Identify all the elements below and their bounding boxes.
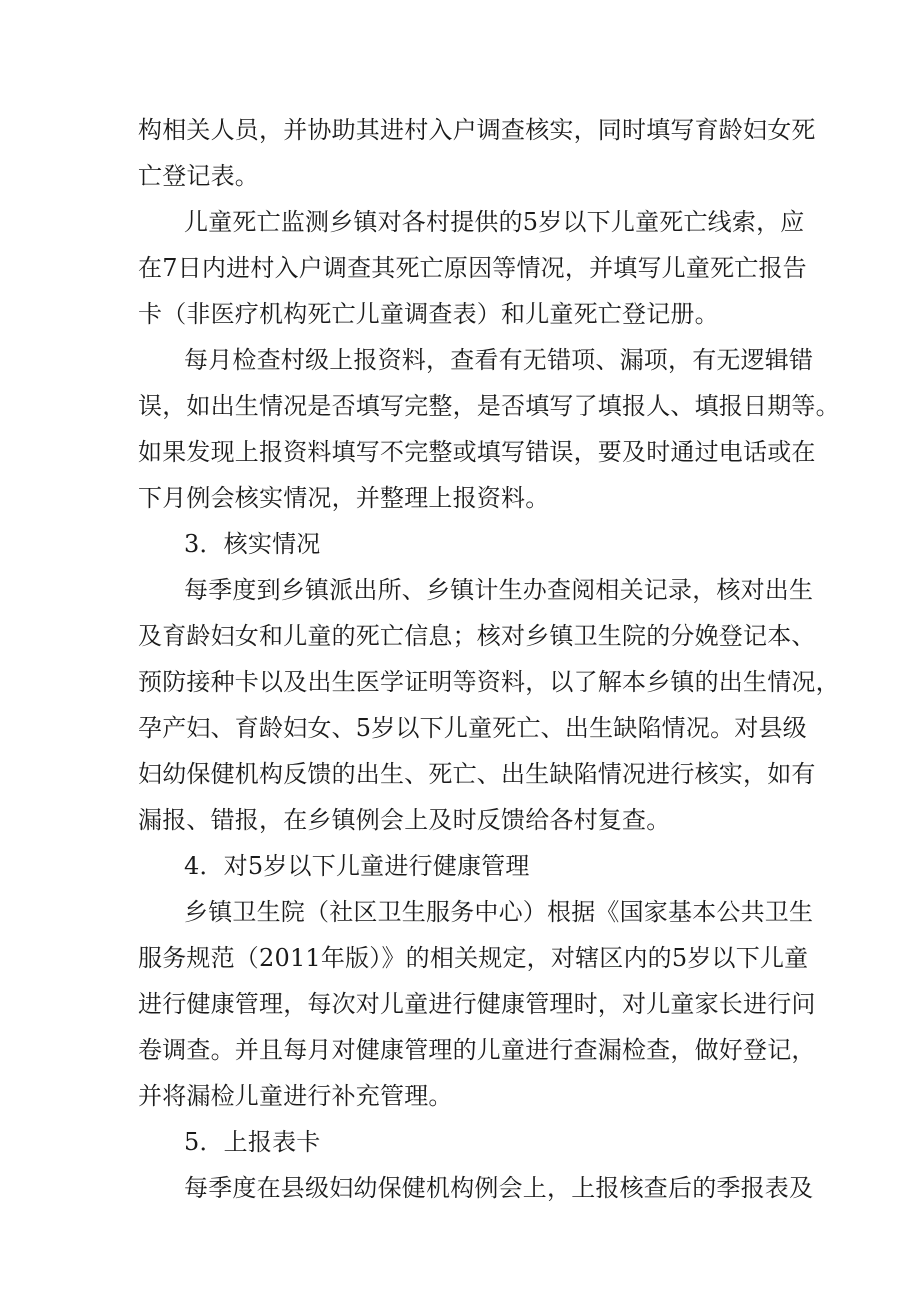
paragraph-line: 如果发现上报资料填写不完整或填写错误，要及时通过电话或在 xyxy=(138,438,816,466)
paragraph-line: 误，如出生情况是否填写完整，是否填写了填报人、填报日期等。 xyxy=(138,392,840,420)
paragraph-line: 孕产妇、育龄妇女、5岁以下儿童死亡、出生缺陷情况。对县级 xyxy=(138,714,807,742)
paragraph-line: 进行健康管理，每次对儿童进行健康管理时，对儿童家长进行问 xyxy=(138,990,816,1018)
paragraph-line: 每月检查村级上报资料，查看有无错项、漏项，有无逻辑错 xyxy=(184,346,814,374)
paragraph-line: 卡（非医疗机构死亡儿童调查表）和儿童死亡登记册。 xyxy=(138,300,719,328)
paragraph-line: 构相关人员，并协助其进村入户调查核实，同时填写育龄妇女死 xyxy=(138,116,816,144)
section-heading: 3．核实情况 xyxy=(184,530,321,558)
paragraph-line: 及育龄妇女和儿童的死亡信息；核对乡镇卫生院的分娩登记本、 xyxy=(138,622,816,650)
paragraph-line: 每季度在县级妇幼保健机构例会上，上报核查后的季报表及 xyxy=(184,1174,814,1202)
paragraph-line: 妇幼保健机构反馈的出生、死亡、出生缺陷情况进行核实，如有 xyxy=(138,760,816,788)
paragraph-line: 服务规范（2011年版）》的相关规定，对辖区内的5岁以下儿童 xyxy=(138,944,809,972)
paragraph-line: 预防接种卡以及出生医学证明等资料，以了解本乡镇的出生情况， xyxy=(138,668,840,696)
paragraph-line: 每季度到乡镇派出所、乡镇计生办查阅相关记录，核对出生 xyxy=(184,576,814,604)
paragraph-line: 卷调查。并且每月对健康管理的儿童进行查漏检查，做好登记， xyxy=(138,1036,816,1064)
paragraph-line: 亡登记表。 xyxy=(138,162,259,190)
section-heading: 5．上报表卡 xyxy=(184,1128,321,1156)
section-heading: 4．对5岁以下儿童进行健康管理 xyxy=(184,852,530,880)
paragraph-line: 漏报、错报，在乡镇例会上及时反馈给各村复查。 xyxy=(138,806,671,834)
paragraph-line: 乡镇卫生院（社区卫生服务中心）根据《国家基本公共卫生 xyxy=(184,898,814,926)
paragraph-line: 并将漏检儿童进行补充管理。 xyxy=(138,1082,453,1110)
paragraph-line: 下月例会核实情况，并整理上报资料。 xyxy=(138,484,550,512)
paragraph-line: 儿童死亡监测乡镇对各村提供的5岁以下儿童死亡线索，应 xyxy=(184,208,805,236)
paragraph-line: 在7日内进村入户调查其死亡原因等情况，并填写儿童死亡报告 xyxy=(138,254,807,282)
